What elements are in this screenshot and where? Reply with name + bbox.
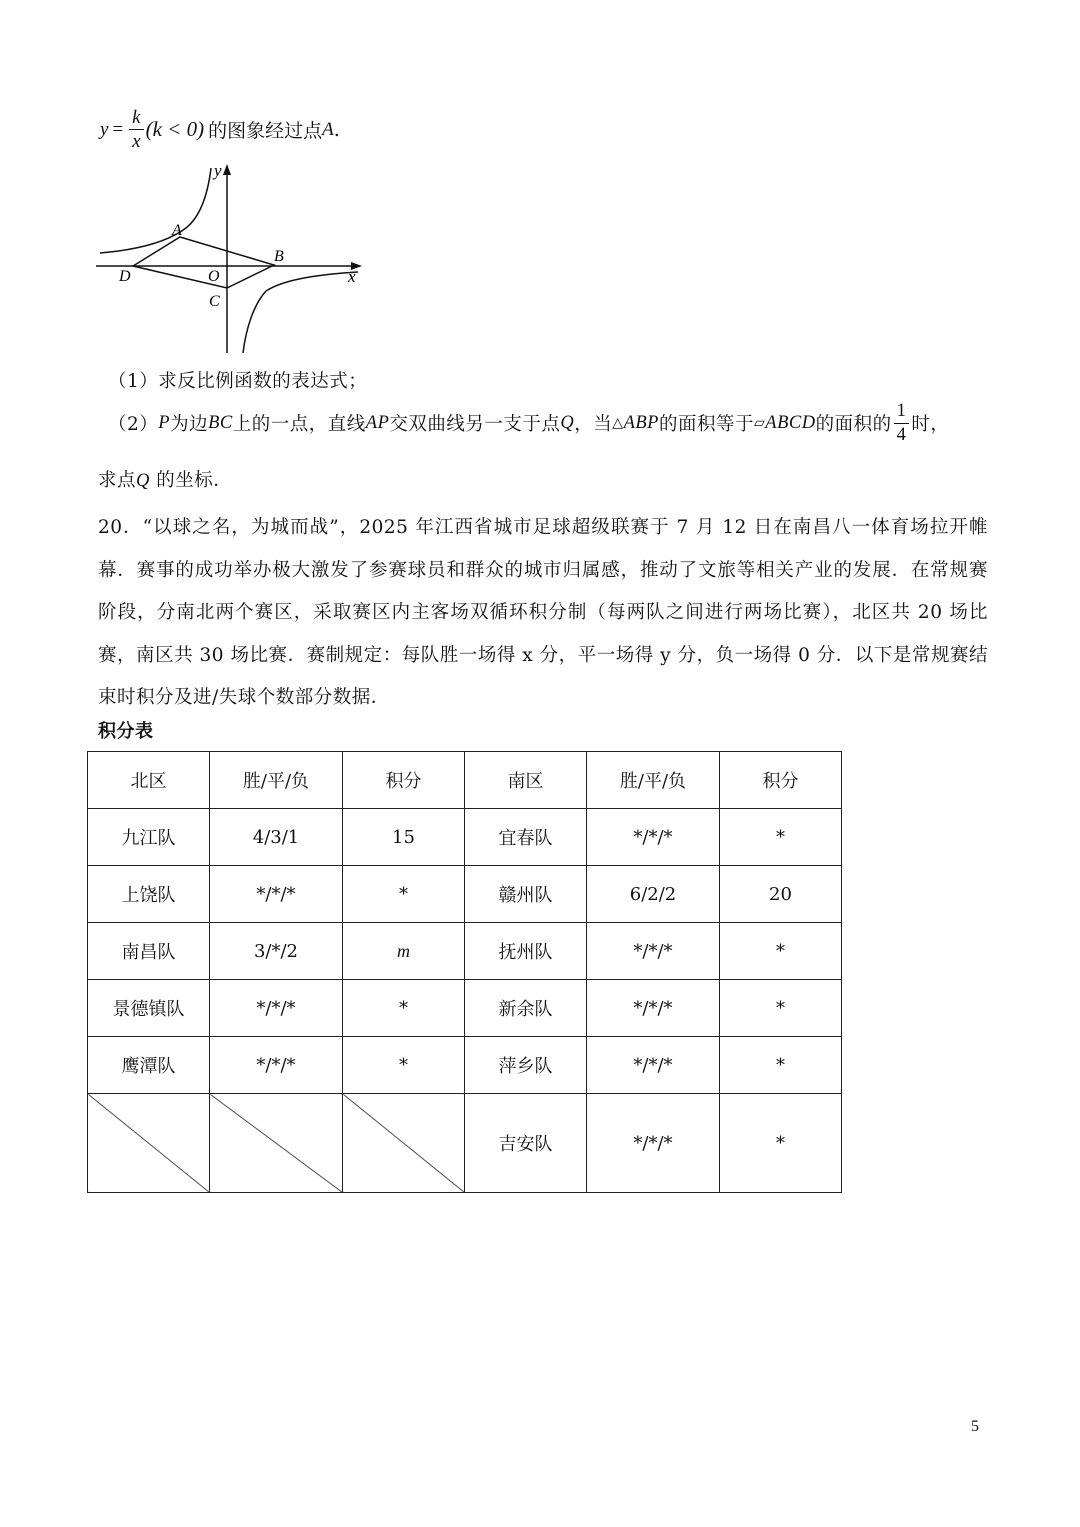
header-cell: 南区 xyxy=(465,752,587,809)
q2-number: （2） xyxy=(108,414,159,435)
table-row xyxy=(88,809,842,866)
table-cell: * xyxy=(343,980,465,1037)
table-cell: */*/* xyxy=(587,1037,720,1094)
q2-parallelogram-abcd: ABCD xyxy=(765,412,816,433)
table-cell: */*/* xyxy=(210,1037,343,1094)
point-c: C xyxy=(209,293,220,310)
q2-text-3: 交双曲线另一支于点 xyxy=(389,414,561,435)
fraction-k-over-x xyxy=(129,108,143,151)
statement-period: . xyxy=(333,118,340,141)
table-cell: 15 xyxy=(343,809,465,866)
header-cell: 胜/平/负 xyxy=(210,752,343,809)
triangle-symbol: △ xyxy=(612,415,624,431)
point-d: D xyxy=(119,268,131,285)
table-cell: * xyxy=(720,980,842,1037)
table-cell: 鹰潭队 xyxy=(88,1037,210,1094)
point-a-label: A xyxy=(322,118,334,140)
table-cell: */*/* xyxy=(587,1094,720,1193)
table-cell: */*/* xyxy=(587,980,720,1037)
fraction-numerator: k xyxy=(129,108,143,130)
parallelogram-abcd xyxy=(133,237,274,288)
table-cell: 抚州队 xyxy=(465,923,587,980)
question-1: （1）求反比例函数的表达式； xyxy=(108,371,368,392)
diagonal-empty-cell xyxy=(210,1094,343,1193)
table-cell: */*/* xyxy=(210,866,343,923)
table-cell: * xyxy=(343,1037,465,1094)
table-cell: * xyxy=(720,1037,842,1094)
problem-20-text: 20．“以球之名，为城而战”，2025 年江西省城市足球超级联赛于 7 月 12 日在南昌八一体育场拉开帷幕．赛事的成功举办极大激发了参赛球员和群众的城市归属感，推动了文旅等相关产业的发展．在常规赛阶段，分南北两个赛区，采取赛区内主客场双循环积分制（每两队之间进行两场比赛），北区共 20 场比赛，南区共 30 场比赛．赛制规定：每队胜一场得 x 分，平一场得 y 分，负一场得 0 分．以下是常规赛结束时积分及进/失球个数部分数据． xyxy=(98,517,988,708)
table-cell: 九江队 xyxy=(88,809,210,866)
statement-text: 的图象经过点 xyxy=(208,120,323,142)
hyperbola-upper-left-branch xyxy=(100,168,211,253)
y-axis-arrow xyxy=(223,164,231,175)
q2-segment-bc: BC xyxy=(208,412,233,433)
table-cell: 20 xyxy=(720,866,842,923)
q2c-point-q: Q xyxy=(136,471,150,491)
parallelogram-symbol: ▱ xyxy=(753,415,766,431)
q2-text-7: 时， xyxy=(911,414,950,435)
table-row xyxy=(88,923,842,980)
table-cell: * xyxy=(343,866,465,923)
function-statement xyxy=(100,108,340,151)
equals-sign: = xyxy=(112,118,124,140)
fraction-denominator: x xyxy=(132,131,141,152)
table-cell: 宜春队 xyxy=(465,809,587,866)
point-b: B xyxy=(274,248,284,265)
diagonal-empty-cell xyxy=(343,1094,465,1193)
table-cell: 吉安队 xyxy=(465,1094,587,1193)
fraction-denominator: 4 xyxy=(896,424,907,445)
hyperbola-graph xyxy=(96,158,376,358)
table-cell: 萍乡队 xyxy=(465,1037,587,1094)
table-cell: 景德镇队 xyxy=(88,980,210,1037)
table-cell: * xyxy=(720,923,842,980)
question-2-continued xyxy=(98,466,232,492)
q2-triangle-abp: ABP xyxy=(623,412,659,433)
table-row xyxy=(88,980,842,1037)
condition: (k < 0) xyxy=(145,117,205,141)
table-cell: 6/2/2 xyxy=(587,866,720,923)
x-axis-label: x xyxy=(348,267,356,286)
point-a: A xyxy=(172,222,182,239)
table-cell: 4/3/1 xyxy=(210,809,343,866)
table-cell: */*/* xyxy=(587,809,720,866)
q2c-text-2: 的坐标． xyxy=(149,470,233,491)
q2-text-6: 的面积的 xyxy=(815,414,892,435)
table-cell: */*/* xyxy=(210,980,343,1037)
table-cell: * xyxy=(720,809,842,866)
q2-line-ap: AP xyxy=(365,412,390,433)
table-cell: * xyxy=(720,1094,842,1193)
table-cell: 上饶队 xyxy=(88,866,210,923)
table-cell: 3/*/2 xyxy=(210,923,343,980)
q2-point-p: P xyxy=(158,412,171,433)
header-cell: 积分 xyxy=(343,752,465,809)
table-header-row xyxy=(88,752,842,809)
question-2 xyxy=(108,402,949,444)
q2-text-4: ，当 xyxy=(574,414,613,435)
page-number: 5 xyxy=(971,1418,979,1435)
q2-text-5: 的面积等于 xyxy=(658,414,754,435)
table-cell: m xyxy=(343,923,465,980)
table-cell: 新余队 xyxy=(465,980,587,1037)
table-row xyxy=(88,1094,842,1193)
q2-text-2: 上的一点，直线 xyxy=(232,414,366,435)
hyperbola-lower-right-branch xyxy=(243,272,358,353)
header-cell: 积分 xyxy=(720,752,842,809)
diagonal-empty-cell xyxy=(88,1094,210,1193)
table-row xyxy=(88,866,842,923)
origin-o: O xyxy=(208,268,220,285)
y-axis-label: y xyxy=(214,161,222,180)
q2c-text-1: 求点 xyxy=(98,470,137,491)
header-cell: 胜/平/负 xyxy=(587,752,720,809)
header-cell: 北区 xyxy=(88,752,210,809)
table-cell: 南昌队 xyxy=(88,923,210,980)
table-cell: */*/* xyxy=(587,923,720,980)
q2-text-1: 为边 xyxy=(170,414,209,435)
y-variable: y xyxy=(100,118,109,140)
q2-point-q: Q xyxy=(560,412,575,433)
table-cell: 赣州队 xyxy=(465,866,587,923)
score-table xyxy=(87,751,842,1193)
fraction-numerator: 1 xyxy=(894,402,910,424)
fraction-one-quarter xyxy=(894,402,910,444)
table-row xyxy=(88,1037,842,1094)
table-title: 积分表 xyxy=(98,721,154,742)
